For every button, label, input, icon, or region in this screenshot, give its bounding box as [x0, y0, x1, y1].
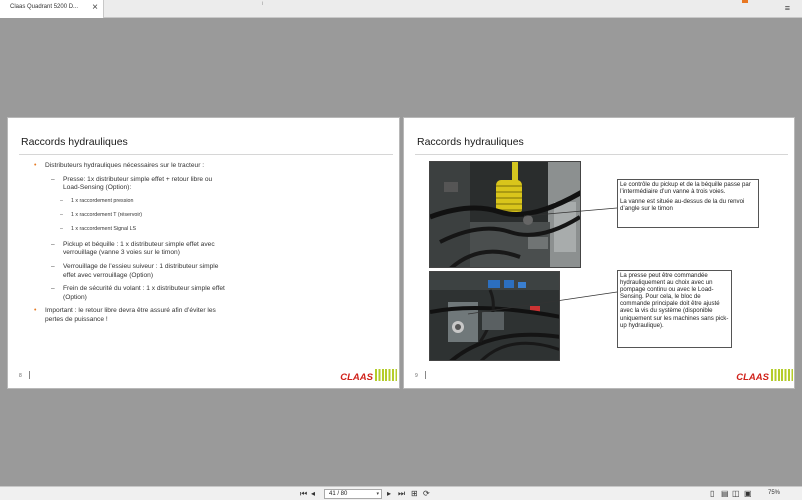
callout-text: Le contrôle du pickup et de la béquille passe par l’intermédiaire d’un vanne à trois voies.	[620, 181, 751, 196]
title-divider	[415, 154, 788, 155]
slide-title: Raccords hydrauliques	[21, 136, 128, 148]
two-page-icon[interactable]: ◫	[732, 489, 740, 498]
brand-stripes	[771, 369, 793, 381]
brand-stripes	[375, 369, 397, 381]
page-number-value: 41 / 80	[329, 491, 348, 497]
callout-text: La presse peut être commandée hydrauliquement au choix avec un pompage continu ou avec le Load-Sensing. Pour cela, le bloc de commande principale doit être ajusté avec la vis du système (disponible uniquement sur les machines sans pick-up hydraulique).	[620, 272, 729, 329]
notification-indicator	[742, 0, 748, 3]
footer-divider	[29, 371, 30, 379]
single-page-icon[interactable]: ▯	[710, 489, 715, 498]
sub-bullet-item: – Presse: 1x distributeur simple effet + retour libre ou Load-Sensing (Option):	[32, 176, 227, 193]
continuous-icon[interactable]: ▤	[721, 489, 729, 498]
sub-sub-bullet-item: – 1 x raccordement T (réservoir)	[32, 212, 227, 219]
last-page-icon[interactable]: ⏭	[398, 489, 406, 498]
slide-title: Raccords hydrauliques	[417, 136, 524, 148]
title-divider	[19, 154, 393, 155]
bottom-toolbar	[0, 486, 802, 500]
claas-logo-text: CLAAS	[340, 372, 373, 383]
load-sensing-callout	[617, 270, 732, 348]
slide-number: 8	[19, 373, 22, 379]
bullet-item: • Distributeurs hydrauliques nécessaires sur le tracteur :	[32, 162, 227, 171]
fit-page-icon[interactable]: ⊞	[411, 489, 418, 498]
chevron-down-icon[interactable]: ▾	[376, 491, 379, 497]
rotate-icon[interactable]: ⟳	[423, 489, 430, 498]
control-block-photo	[429, 271, 560, 361]
claas-logo-text: CLAAS	[736, 372, 769, 383]
sub-bullet-item: – Frein de sécurité du volant : 1 x distributeur simple effet (Option)	[32, 285, 227, 302]
tab-strip	[0, 0, 802, 18]
tabstrip-marker: |	[262, 0, 264, 5]
present-icon[interactable]: ▣	[744, 489, 752, 498]
sub-bullet-item: – Pickup et béquille : 1 x distributeur simple effet avec verrouillage (vanne 3 voies sur le timon)	[32, 241, 227, 258]
zoom-level[interactable]: 75%	[768, 490, 781, 496]
menu-icon[interactable]: ≡	[784, 3, 790, 13]
sub-sub-bullet-item: – 1 x raccordement Signal LS	[32, 226, 227, 233]
sub-bullet-item: – Verrouillage de l’essieu suiveur : 1 distributeur simple effet avec verrouillage (Option)	[32, 263, 227, 280]
previous-page-icon[interactable]: ◂	[311, 489, 316, 498]
slide-right	[403, 117, 795, 389]
slide-number: 9	[415, 373, 418, 379]
claas-logo	[730, 370, 770, 382]
first-page-icon[interactable]: ⏮	[300, 489, 308, 498]
valve-photo	[429, 161, 581, 268]
pickup-valve-callout	[617, 179, 759, 228]
document-tab[interactable]	[0, 0, 104, 18]
callout-text: La vanne est située au-dessus de la du renvoi d’angle sur le timon	[620, 198, 745, 213]
close-icon[interactable]: ×	[92, 2, 98, 13]
next-page-icon[interactable]: ▸	[387, 489, 392, 498]
slide-body	[32, 162, 227, 330]
bullet-item: • Important : le retour libre devra être assuré afin d’éviter les pertes de puissance !	[32, 307, 227, 324]
claas-logo	[334, 370, 374, 382]
document-tab-title: Claas Quadrant 5200 D...	[10, 4, 79, 10]
page-number-field[interactable]	[324, 489, 382, 499]
footer-divider	[425, 371, 426, 379]
slide-left	[7, 117, 400, 389]
sub-sub-bullet-item: – 1 x raccordement pression	[32, 198, 227, 205]
